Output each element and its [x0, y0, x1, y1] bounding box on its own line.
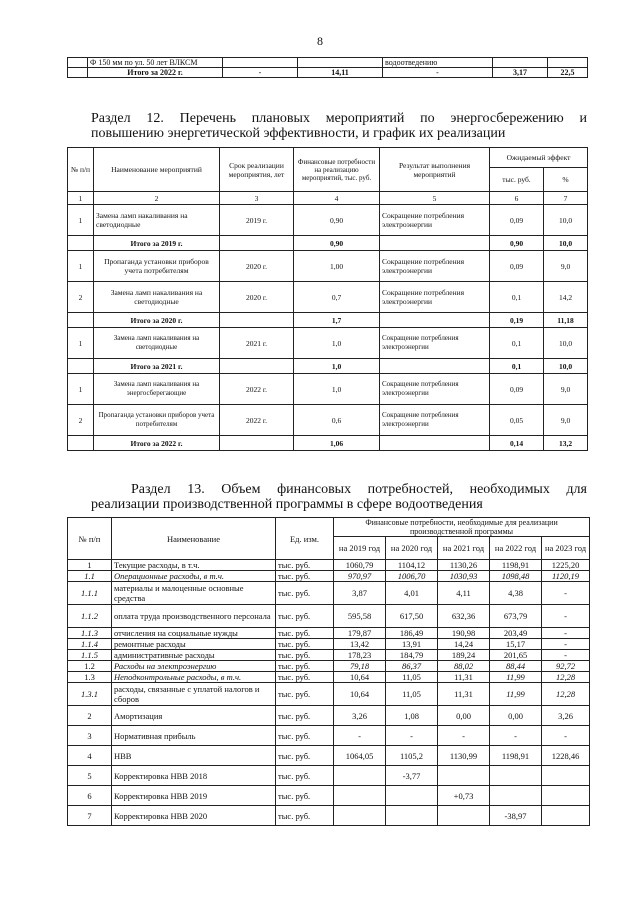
cell-effect-abs: 0,1 — [490, 328, 544, 359]
cell-name: Итого за 2021 г. — [94, 359, 220, 374]
cell-num: 1.1 — [68, 571, 112, 582]
cell-period: 2019 г. — [220, 205, 294, 236]
cell-name: НВВ — [112, 746, 276, 766]
cell-cost: 1,0 — [294, 359, 380, 374]
cell-effect-pct: 10,0 — [544, 236, 588, 251]
cell-unit: тыс. руб. — [276, 628, 334, 639]
table-row — [68, 282, 588, 313]
cell-value: - — [542, 639, 590, 650]
cell-value — [542, 806, 590, 826]
cell-num: 1.1.3 — [68, 628, 112, 639]
table-row — [68, 786, 590, 806]
page-number: 8 — [317, 34, 323, 48]
cell-value: 184,79 — [386, 650, 438, 661]
cell-period: 2020 г. — [220, 282, 294, 313]
cell-period: - — [223, 68, 298, 78]
cell-name: материалы и малоценные основные средства — [112, 582, 276, 605]
total-row — [68, 236, 588, 251]
cell-period: 2022 г. — [220, 405, 294, 436]
cell-value: 178,23 — [334, 650, 386, 661]
cell-cost: 14,11 — [298, 68, 383, 78]
cell-name: Пропаганда установки приборов учета потребителям — [94, 251, 220, 282]
cell-value: 1064,05 — [334, 746, 386, 766]
cell-value — [490, 786, 542, 806]
cell-value: 11,31 — [438, 672, 490, 683]
cell-effect-pct: 9,0 — [544, 405, 588, 436]
cell-value — [334, 806, 386, 826]
cell-cost: 0,7 — [294, 282, 380, 313]
cell-name: оплата труда производственного персонала — [112, 605, 276, 628]
header-cost: Финансовые потребности на реализацию мероприятий, тыс. руб. — [294, 148, 380, 192]
cell-name: административные расходы — [112, 650, 276, 661]
financial-needs-table — [67, 517, 590, 826]
cell-name: Текущие расходы, в т.ч. — [112, 560, 276, 571]
header-effect-abs: тыс. руб. — [490, 168, 544, 192]
cell-value: - — [542, 582, 590, 605]
cell-name: Операционные расходы, в т.ч. — [112, 571, 276, 582]
cell-effect-pct: 9,0 — [544, 251, 588, 282]
header-year: на 2022 год — [490, 537, 542, 560]
cell-effect-pct: 10,0 — [544, 205, 588, 236]
cell-unit: тыс. руб. — [276, 806, 334, 826]
cell-num: 1.3 — [68, 672, 112, 683]
cell-num: 1.1.1 — [68, 582, 112, 605]
cell-name: Замена ламп накаливания на энергосберегающие — [94, 374, 220, 405]
cell-value: -3,77 — [386, 766, 438, 786]
cell-cost: 1,00 — [294, 251, 380, 282]
table-row — [68, 766, 590, 786]
section-12-title — [91, 111, 587, 141]
table-row — [68, 650, 590, 661]
cell-value: +0,73 — [438, 786, 490, 806]
cell-value: 1198,91 — [490, 746, 542, 766]
table-row — [68, 726, 590, 746]
cell-num: 5 — [68, 766, 112, 786]
col-number: 1 — [68, 192, 94, 205]
cell-value: 617,50 — [386, 605, 438, 628]
cell-value: - — [542, 628, 590, 639]
cell-num: 7 — [68, 806, 112, 826]
cell-name: Замена ламп накаливания на светодиодные — [94, 328, 220, 359]
cell-value: 11,99 — [490, 683, 542, 706]
total-row — [68, 359, 588, 374]
cell-unit: тыс. руб. — [276, 560, 334, 571]
table-row — [68, 582, 590, 605]
cell-value — [334, 786, 386, 806]
header-year: на 2019 год — [334, 537, 386, 560]
cell-value: 88,44 — [490, 661, 542, 672]
cell-num: 2 — [68, 282, 94, 313]
cell-cost: 1,06 — [294, 436, 380, 451]
cell-period: 2021 г. — [220, 328, 294, 359]
table-row — [68, 672, 590, 683]
cell-name: Итого за 2020 г. — [94, 313, 220, 328]
table-row — [68, 746, 590, 766]
cell-value: 1060,79 — [334, 560, 386, 571]
cell-value — [386, 786, 438, 806]
cell-num: 1 — [68, 560, 112, 571]
col-number: 3 — [220, 192, 294, 205]
cell-name: Замена ламп накаливания на светодиодные — [94, 205, 220, 236]
cell-value: 3,26 — [334, 706, 386, 726]
cell-num: 4 — [68, 746, 112, 766]
cell-value: 86,37 — [386, 661, 438, 672]
col-number: 2 — [94, 192, 220, 205]
cell-cost: 1,0 — [294, 328, 380, 359]
table-row — [68, 251, 588, 282]
cell-result: Сокращение потребления электроэнергии — [380, 251, 490, 282]
table-row — [68, 405, 588, 436]
cell-unit: тыс. руб. — [276, 661, 334, 672]
header-year: на 2021 год — [438, 537, 490, 560]
cell-value: 1006,70 — [386, 571, 438, 582]
cell-unit: тыс. руб. — [276, 766, 334, 786]
cell-value: 201,65 — [490, 650, 542, 661]
cell-unit: тыс. руб. — [276, 683, 334, 706]
col-number: 4 — [294, 192, 380, 205]
cell-result: - — [383, 68, 493, 78]
section-13-title-line1: Раздел 13. Объем финансовых потребностей, необходимых для — [131, 482, 587, 497]
cell-num: 1 — [68, 205, 94, 236]
cell-value: 632,36 — [438, 605, 490, 628]
cell-value: 1130,26 — [438, 560, 490, 571]
cell-value: 10,64 — [334, 683, 386, 706]
cell-value: 186,49 — [386, 628, 438, 639]
cell-unit: тыс. руб. — [276, 582, 334, 605]
table-row — [68, 560, 590, 571]
cell-value: 1098,48 — [490, 571, 542, 582]
section-12-title-line1: Раздел 12. Перечень плановых мероприятий по энергосбережению и — [91, 111, 587, 126]
table-row — [68, 571, 590, 582]
cell-name: Амортизация — [112, 706, 276, 726]
cell-value: 1120,19 — [542, 571, 590, 582]
cell-value: 92,72 — [542, 661, 590, 672]
cell-value: 11,99 — [490, 672, 542, 683]
cell-effect-abs: 0,09 — [490, 251, 544, 282]
header-period: Срок реализации мероприятия, лет — [220, 148, 294, 192]
total-row — [68, 436, 588, 451]
cell-effect-abs: 0,14 — [490, 436, 544, 451]
cell-num: 1.2 — [68, 661, 112, 672]
cell-value: 595,58 — [334, 605, 386, 628]
cell-value — [490, 766, 542, 786]
cell-name: Пропаганда установки приборов учета потребителям — [94, 405, 220, 436]
cell-cost: 1,7 — [294, 313, 380, 328]
cell-effect-abs: 3,17 — [493, 68, 548, 78]
cell-num: 3 — [68, 726, 112, 746]
cell-value: 11,05 — [386, 672, 438, 683]
cell-value: 203,49 — [490, 628, 542, 639]
cell-value: 3,26 — [542, 706, 590, 726]
cell-effect-pct: 11,18 — [544, 313, 588, 328]
section-13-title — [91, 482, 587, 512]
cell-unit: тыс. руб. — [276, 706, 334, 726]
table-row — [68, 806, 590, 826]
cell-value — [542, 766, 590, 786]
cell-value — [438, 766, 490, 786]
cell-name: Замена ламп накаливания на светодиодные — [94, 282, 220, 313]
cell-unit: тыс. руб. — [276, 726, 334, 746]
cell-effect-abs: 0,09 — [490, 205, 544, 236]
cell-num: 2 — [68, 405, 94, 436]
cell-name: Корректировка НВВ 2019 — [112, 786, 276, 806]
cell-name: Расходы на электроэнергию — [112, 661, 276, 672]
cell-value: 88,02 — [438, 661, 490, 672]
cell-num: 1 — [68, 328, 94, 359]
cell-value: 0,00 — [490, 706, 542, 726]
header-name: Наименование мероприятий — [94, 148, 220, 192]
cell-unit: тыс. руб. — [276, 639, 334, 650]
cell-value: 1198,91 — [490, 560, 542, 571]
cell-num: 1.3.1 — [68, 683, 112, 706]
cell-effect-abs: 0,90 — [490, 236, 544, 251]
cell-name: Корректировка НВВ 2020 — [112, 806, 276, 826]
cell-name: Итого за 2022 г. — [88, 68, 223, 78]
table-row — [68, 58, 588, 68]
cell-result: Сокращение потребления электроэнергии — [380, 205, 490, 236]
header-year: на 2020 год — [386, 537, 438, 560]
energy-saving-table — [67, 147, 588, 451]
cell-value: 190,98 — [438, 628, 490, 639]
cell-value: 4,11 — [438, 582, 490, 605]
cell-num: 1.1.5 — [68, 650, 112, 661]
cell-value: 12,28 — [542, 672, 590, 683]
section-12-title-line2: повышению энергетической эффективности, и график их реализации — [91, 126, 506, 141]
cell-value: - — [542, 650, 590, 661]
cell-value: 4,01 — [386, 582, 438, 605]
cell-value: 1225,20 — [542, 560, 590, 571]
cell-effect-abs: 0,05 — [490, 405, 544, 436]
cell-value: 10,64 — [334, 672, 386, 683]
cell-value: - — [334, 726, 386, 746]
cell-result: Сокращение потребления электроэнергии — [380, 282, 490, 313]
cell-name: Нормативная прибыль — [112, 726, 276, 746]
cell-name: Итого за 2022 г. — [94, 436, 220, 451]
cell-value: 179,87 — [334, 628, 386, 639]
header-year: на 2023 год — [542, 537, 590, 560]
header-num: № п/п — [68, 148, 94, 192]
table-row — [68, 374, 588, 405]
cell-name: Неподконтрольные расходы, в т.ч. — [112, 672, 276, 683]
cell-value: - — [438, 726, 490, 746]
cell-effect-abs: 0,1 — [490, 282, 544, 313]
cell-value: 4,38 — [490, 582, 542, 605]
cell-result: водоотведению — [383, 58, 493, 68]
cell-value: 79,18 — [334, 661, 386, 672]
cell-value: 15,17 — [490, 639, 542, 650]
cell-value: 1228,46 — [542, 746, 590, 766]
cell-value: 1030,93 — [438, 571, 490, 582]
table-row — [68, 328, 588, 359]
cell-value: 1130,99 — [438, 746, 490, 766]
cell-name: Итого за 2019 г. — [94, 236, 220, 251]
table-header-row — [68, 148, 588, 168]
cell-unit: тыс. руб. — [276, 746, 334, 766]
cell-name: расходы, связанные с уплатой налогов и сборов — [112, 683, 276, 706]
header-result: Результат выполнения мероприятий — [380, 148, 490, 192]
cell-effect-pct: 9,0 — [544, 374, 588, 405]
table-row — [68, 205, 588, 236]
header-group: Финансовые потребности, необходимые для реализации производственной программы — [334, 518, 590, 537]
cell-value: 970,97 — [334, 571, 386, 582]
cell-value: 0,00 — [438, 706, 490, 726]
cell-value: 1105,2 — [386, 746, 438, 766]
cell-period: 2022 г. — [220, 374, 294, 405]
table-header-row — [68, 518, 590, 537]
cell-value: -38,97 — [490, 806, 542, 826]
cell-value — [334, 766, 386, 786]
cell-cost: 0,90 — [294, 236, 380, 251]
total-row — [68, 313, 588, 328]
cell-name: Ф 150 мм по ул. 50 лет ВЛКСМ — [88, 58, 223, 68]
cell-name: Корректировка НВВ 2018 — [112, 766, 276, 786]
cell-unit: тыс. руб. — [276, 672, 334, 683]
cell-value: 1,08 — [386, 706, 438, 726]
table-row — [68, 706, 590, 726]
cell-effect-abs: 0,1 — [490, 359, 544, 374]
cell-effect-abs: 0,09 — [490, 374, 544, 405]
cell-value: 189,24 — [438, 650, 490, 661]
cell-num: 2 — [68, 706, 112, 726]
cell-effect-pct: 10,0 — [544, 359, 588, 374]
cell-value: - — [490, 726, 542, 746]
header-effect-pct: % — [544, 168, 588, 192]
header-unit: Ед. изм. — [276, 518, 334, 560]
cell-num: 1 — [68, 251, 94, 282]
cell-name: отчисления на социальные нужды — [112, 628, 276, 639]
cell-value — [386, 806, 438, 826]
cell-unit: тыс. руб. — [276, 605, 334, 628]
cell-value — [438, 806, 490, 826]
cell-value: 12,28 — [542, 683, 590, 706]
total-row — [68, 68, 588, 78]
cell-value: - — [542, 605, 590, 628]
cell-cost: 0,90 — [294, 205, 380, 236]
header-effect: Ожидаемый эффект — [490, 148, 588, 168]
cell-value: - — [542, 726, 590, 746]
table-row — [68, 661, 590, 672]
cell-effect-pct: 22,5 — [548, 68, 588, 78]
cell-num: 6 — [68, 786, 112, 806]
table-row — [68, 628, 590, 639]
cell-num: 1.1.2 — [68, 605, 112, 628]
cell-result: Сокращение потребления электроэнергии — [380, 405, 490, 436]
cell-num: 1.1.4 — [68, 639, 112, 650]
cell-value — [542, 786, 590, 806]
section-13-title-line2: реализации производственной программы в сфере водоотведения — [91, 497, 483, 512]
cell-period: 2020 г. — [220, 251, 294, 282]
header-name: Наименование — [112, 518, 276, 560]
cell-value: 13,42 — [334, 639, 386, 650]
cell-cost: 1,0 — [294, 374, 380, 405]
col-number: 6 — [490, 192, 544, 205]
cell-value: 11,05 — [386, 683, 438, 706]
cell-value: - — [386, 726, 438, 746]
header-num: № п/п — [68, 518, 112, 560]
cell-value: 14,24 — [438, 639, 490, 650]
cell-value: 673,79 — [490, 605, 542, 628]
cell-result: Сокращение потребления электроэнергии — [380, 374, 490, 405]
table-row — [68, 683, 590, 706]
cell-value: 3,87 — [334, 582, 386, 605]
cell-unit: тыс. руб. — [276, 571, 334, 582]
continuation-table — [67, 57, 588, 78]
col-number: 5 — [380, 192, 490, 205]
column-number-row — [68, 192, 588, 205]
cell-num: 1 — [68, 374, 94, 405]
cell-value: 13,91 — [386, 639, 438, 650]
cell-unit: тыс. руб. — [276, 650, 334, 661]
cell-unit: тыс. руб. — [276, 786, 334, 806]
cell-value: 1104,12 — [386, 560, 438, 571]
cell-value: 11,31 — [438, 683, 490, 706]
cell-effect-pct: 10,0 — [544, 328, 588, 359]
table-row — [68, 639, 590, 650]
table-row — [68, 605, 590, 628]
cell-cost: 0,6 — [294, 405, 380, 436]
cell-effect-pct: 14,2 — [544, 282, 588, 313]
cell-result: Сокращение потребления электроэнергии — [380, 328, 490, 359]
cell-effect-pct: 13,2 — [544, 436, 588, 451]
cell-name: ремонтные расходы — [112, 639, 276, 650]
cell-effect-abs: 0,19 — [490, 313, 544, 328]
col-number: 7 — [544, 192, 588, 205]
